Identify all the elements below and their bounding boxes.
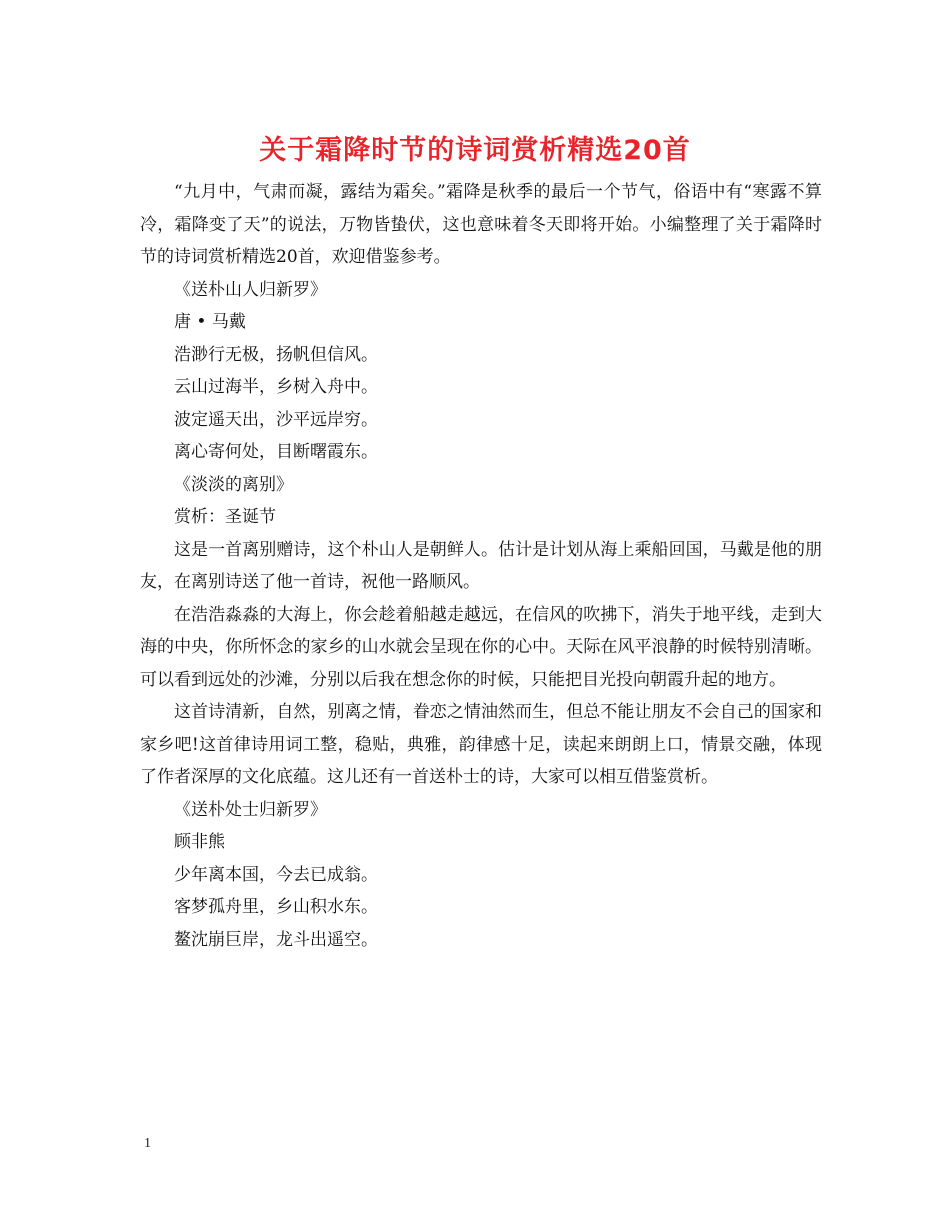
poem-line: 波定遥天出，沙平远岸穷。	[174, 409, 378, 430]
poem-line: 少年离本国，今去已成翁。	[174, 864, 378, 885]
body-paragraph: 这是一首离别赠诗，这个朴山人是朝鲜人。估计是计划从海上乘船回国，马戴是他的朋友，在离别诗送了他一首诗，祝他一路顺风。	[140, 539, 822, 592]
document-body	[140, 176, 822, 956]
poem-line: 云山过海半，乡树入舟中。	[174, 377, 378, 397]
body-paragraph: 在浩浩淼淼的大海上，你会趁着船越走越远，在信风的吹拂下，消失于地平线，走到大海的中央，你所怀念的家乡的山水就会呈现在你的心中。天际在风平浪静的时候特别清晰。可以看到远处的沙滩，分别以后我在想念你的时候，只能把目光投向朝霞升起的地方。	[140, 604, 822, 690]
poem-author-1: 唐 • 马戴	[174, 312, 246, 332]
poem-line: 浩渺行无极，扬帆但信风。	[174, 344, 378, 365]
poem-title-1: 《送朴山人归新罗》	[174, 279, 327, 300]
appreciation-label: 赏析：圣诞节	[174, 507, 276, 527]
poem-title-2: 《送朴处士归新罗》	[174, 799, 327, 820]
intro-paragraph: “九月中，气肃而凝，露结为霜矣。”霜降是秋季的最后一个节气，俗语中有“寒露不算冷，霜降变了天”的说法，万物皆蛰伏，这也意味着冬天即将开始。小编整理了关于霜降时节的诗词赏析精选20首，欢迎借鉴参考。	[140, 182, 822, 267]
poem-author-2: 顾非熊	[174, 832, 225, 852]
section-heading: 《淡淡的离别》	[174, 474, 293, 495]
poem-line: 离心寄何处，目断曙霞东。	[174, 442, 378, 462]
page-number: 1	[144, 1136, 151, 1151]
poem-line: 鳌沈崩巨岸，龙斗出遥空。	[174, 929, 378, 950]
body-paragraph: 这首诗清新，自然，别离之情，眷恋之情油然而生，但总不能让朋友不会自己的国家和家乡吧!这首律诗用词工整，稳贴，典雅，韵律感十足，读起来朗朗上口，情景交融，体现了作者深厚的文化底蕴。这儿还有一首送朴士的诗，大家可以相互借鉴赏析。	[140, 702, 822, 787]
document-title: 关于霜降时节的诗词赏析精选20首	[259, 135, 691, 166]
poem-line: 客梦孤舟里，乡山积水东。	[174, 897, 378, 917]
